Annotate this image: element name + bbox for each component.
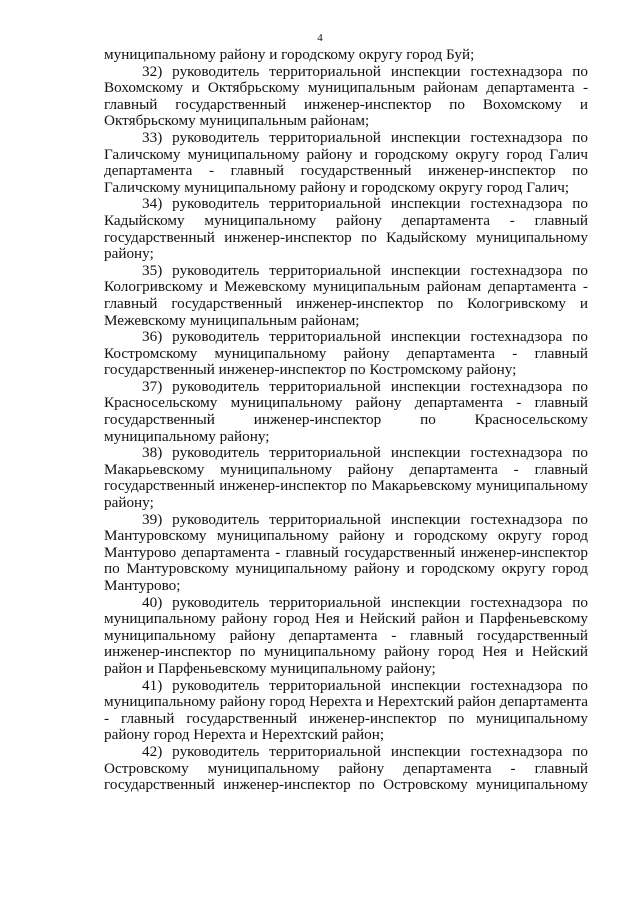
text-line: району;: [104, 245, 154, 263]
text-line: Мантуровскому муниципальному району и городскому округу город: [104, 527, 588, 545]
text-line: 39) руководитель территориальной инспекции гостехнадзора по: [142, 510, 588, 528]
text-line: главный государственный инженер-инспектор по Кологривскому и: [104, 294, 588, 312]
text-line: 34) руководитель территориальной инспекции гостехнадзора по: [142, 195, 588, 213]
text-line: 41) руководитель территориальной инспекции гостехнадзора по: [142, 676, 588, 694]
text-line: муниципальному району и городскому округу город Буй;: [104, 46, 475, 63]
text-line: - главный государственный инженер-инспектор по муниципальному: [104, 709, 588, 727]
text-line: государственный инженер-инспектор по Островскому муниципальному: [104, 776, 588, 794]
text-line: государственный инженер-инспектор по Макарьевскому муниципальному: [104, 477, 588, 495]
text-line: муниципальному району департамента - главный государственный: [104, 626, 588, 644]
text-line: 32) руководитель территориальной инспекции гостехнадзора по: [142, 62, 588, 80]
text-line: муниципальному району город Нерехта и Нерехтский район департамента: [104, 693, 588, 711]
text-line: Кадыйскому муниципальному району департамента - главный: [104, 211, 588, 229]
text-line: главный государственный инженер-инспектор по Вохомскому и: [104, 95, 588, 113]
text-line: 38) руководитель территориальной инспекции гостехнадзора по: [142, 444, 588, 462]
text-line: району;: [104, 494, 154, 512]
text-line: по Мантуровскому муниципальному району и городскому округу город: [104, 560, 588, 578]
text-line: департамента - главный государственный инженер-инспектор по: [104, 162, 588, 180]
text-line: 37) руководитель территориальной инспекции гостехнадзора по: [142, 377, 588, 395]
text-line: 35) руководитель территориальной инспекции гостехнадзора по: [142, 261, 588, 279]
text-line: район и Парфеньевскому муниципальному району;: [104, 659, 436, 677]
text-line: 40) руководитель территориальной инспекции гостехнадзора по: [142, 593, 588, 611]
text-line: Галичскому муниципальному району и городскому округу город Галич: [104, 145, 588, 163]
text-line: государственный инженер-инспектор по Костромскому району;: [104, 361, 517, 379]
document-body: [104, 47, 588, 794]
text-line: Галичскому муниципальному району и городскому округу город Галич;: [104, 178, 570, 196]
text-line: Макарьевскому муниципальному району департамента - главный: [104, 460, 588, 478]
page-number: 4: [317, 32, 323, 44]
text-line: Вохомскому и Октябрьскому муниципальным районам департамента -: [104, 79, 588, 97]
text-line: Красносельскому муниципальному району департамента - главный: [104, 394, 588, 412]
text-line: инженер-инспектор по муниципальному району город Нея и Нейский: [104, 643, 588, 661]
text-line: 33) руководитель территориальной инспекции гостехнадзора по: [142, 128, 588, 146]
text-line: муниципальному району;: [104, 427, 270, 445]
text-line: 42) руководитель территориальной инспекции гостехнадзора по: [142, 742, 588, 760]
text-line: Костромскому муниципальному району департамента - главный: [104, 344, 588, 362]
text-line: Мантурово;: [104, 577, 181, 594]
text-line: 36) руководитель территориальной инспекции гостехнадзора по: [142, 328, 588, 346]
text-line: Кологривскому и Межевскому муниципальным районам департамента -: [104, 278, 588, 296]
text-line: Октябрьскому муниципальным районам;: [104, 112, 370, 130]
text-line: государственный инженер-инспектор по Красносельскому: [104, 411, 588, 429]
text-line: Мантурово департамента - главный государственный инженер-инспектор: [104, 543, 588, 561]
text-line: Островскому муниципальному району департамента - главный: [104, 759, 588, 777]
text-line: району город Нерехта и Нерехтский район;: [104, 726, 385, 744]
text-line: муниципальному району город Нея и Нейский район и Парфеньевскому: [104, 610, 588, 628]
text-line: Межевскому муниципальным районам;: [104, 311, 360, 329]
text-line: государственный инженер-инспектор по Кадыйскому муниципальному: [104, 228, 588, 246]
